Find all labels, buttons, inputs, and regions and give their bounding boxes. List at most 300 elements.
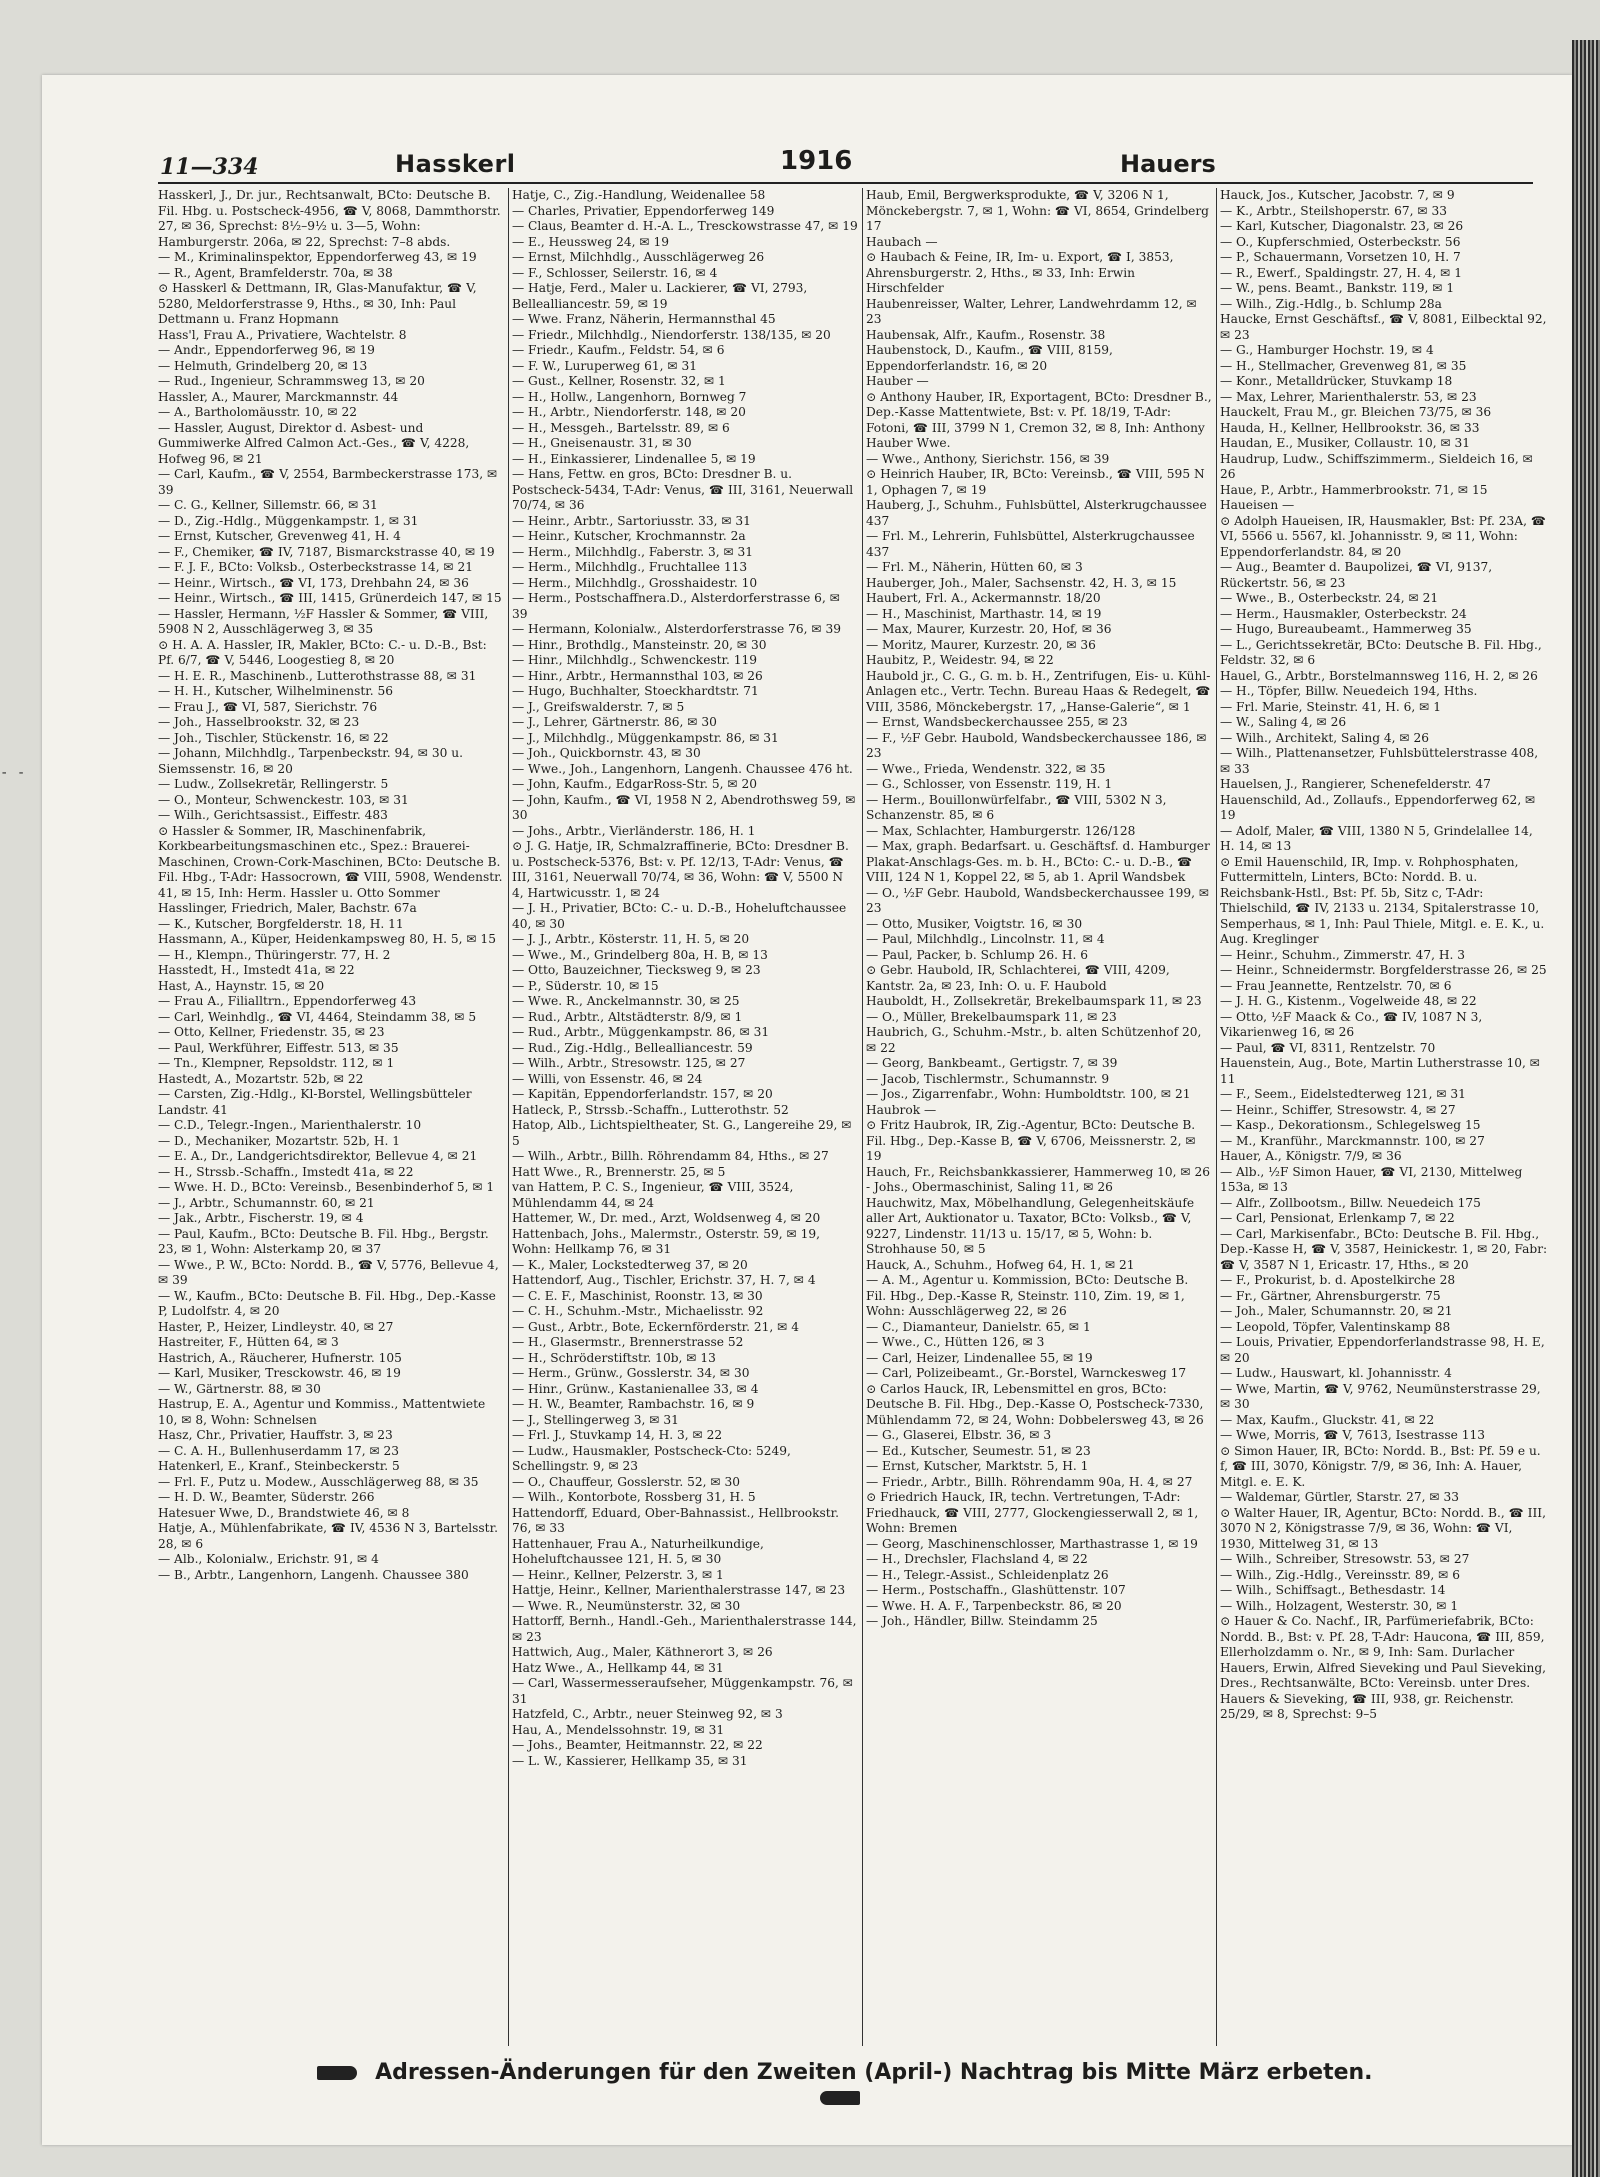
page-footer (290, 2060, 1390, 2110)
directory-entry: — Frl. F., Putz u. Modew., Ausschlägerweg 88, ✉ 35 (158, 1474, 479, 1489)
directory-entry: — Carl, Pensionat, Erlenkamp 7, ✉ 22 (1220, 1211, 1455, 1225)
directory-entry: — Hinr., Brothdlg., Mansteinstr. 20, ✉ 30 (512, 637, 767, 652)
directory-entry: — Wwe, Martin, ☎ V, 9762, Neumünsterstrasse 29, ✉ 30 (1220, 1381, 1541, 1411)
footer-notice: Adressen-Änderungen für den Zweiten (April-) Nachtrag bis Mitte März erbeten. (375, 2060, 1373, 2085)
directory-entry: Hatleck, P., Strssb.-Schaffn., Lutterothstr. 52 (512, 1102, 789, 1117)
directory-entry: — H., Maschinist, Marthastr. 14, ✉ 19 (866, 606, 1102, 621)
directory-entry: — Paul, Werkführer, Eiffestr. 513, ✉ 35 (158, 1040, 399, 1055)
directory-entry: — Wwe., M., Grindelberg 80a, H. B, ✉ 13 (512, 947, 768, 962)
directory-entry: — Carl, Kaufm., ☎ V, 2554, Barmbeckerstrasse 173, ✉ 39 (158, 467, 498, 497)
directory-entry: Hastrich, A., Räucherer, Hufnerstr. 105 (158, 1350, 402, 1365)
directory-entry: — H., Arbtr., Niendorferstr. 148, ✉ 20 (512, 405, 746, 419)
directory-entry: - Johs., Obermaschinist, Saling 11, ✉ 26 (866, 1180, 1113, 1194)
directory-entry: — P., Schauermann, Vorsetzen 10, H. 7 (1220, 250, 1461, 264)
directory-entry: Haudan, E., Musiker, Collaustr. 10, ✉ 31 (1220, 436, 1471, 450)
directory-entry: — M., Kranführ., Marckmannstr. 100, ✉ 27 (1220, 1133, 1485, 1148)
directory-entry: ⊙ Friedrich Hauck, IR, techn. Vertretungen, T-Adr: Friedhauck, ☎ VIII, 2777, Glockengiesserwall 2, ✉ 1, Wohn: Bremen (866, 1490, 1199, 1535)
directory-entry: — Rud., Arbtr., Altstädterstr. 8/9, ✉ 1 (512, 1009, 743, 1024)
directory-entry: — Heinr., Wirtsch., ☎ VI, 173, Drehbahn 24, ✉ 36 (158, 575, 469, 590)
directory-entry: Hattje, Heinr., Kellner, Marienthalerstrasse 147, ✉ 23 (512, 1583, 846, 1597)
directory-entry: — Hinr., Milchhdlg., Schwenckestr. 119 (512, 653, 758, 667)
directory-entry: Hatt Wwe., R., Brennerstr. 25, ✉ 5 (512, 1164, 726, 1179)
directory-entry: — Herm., Bouillonwürfelfabr., ☎ VIII, 5302 N 3, Schanzenstr. 85, ✉ 6 (866, 792, 1167, 822)
directory-entry: — W., pens. Beamt., Bankstr. 119, ✉ 1 (1220, 281, 1455, 295)
directory-entry: — Georg, Bankbeamt., Gertigstr. 7, ✉ 39 (866, 1056, 1118, 1070)
directory-entry: Hauberger, Joh., Maler, Sachsenstr. 42, H. 3, ✉ 15 (866, 575, 1177, 590)
directory-entry: — J., Milchhdlg., Müggenkampstr. 86, ✉ 31 (512, 730, 779, 745)
directory-entry: — Karl, Kutscher, Diagonalstr. 23, ✉ 26 (1220, 219, 1464, 233)
directory-entry: — John, Kaufm., ☎ VI, 1958 N 2, Abendrothsweg 59, ✉ 30 (512, 792, 856, 822)
directory-entry: — E., Heussweg 24, ✉ 19 (512, 234, 669, 249)
directory-entry: — Hatje, Ferd., Maler u. Lackierer, ☎ VI, 2793, Bellealliancestr. 59, ✉ 19 (512, 281, 808, 311)
directory-entry: — Wilh., Gerichtsassist., Eiffestr. 483 (158, 808, 388, 822)
directory-entry: — A., Bartholomäusstr. 10, ✉ 22 (158, 405, 358, 419)
directory-entry: — Wwe. Franz, Näherin, Hermannsthal 45 (512, 312, 776, 326)
directory-entry: — F., Schlosser, Seilerstr. 16, ✉ 4 (512, 265, 718, 280)
directory-entry: — Waldemar, Gürtler, Starstr. 27, ✉ 33 (1220, 1490, 1459, 1504)
directory-entry: — H., Glasermstr., Brennerstrasse 52 (512, 1335, 744, 1349)
directory-entry: — F., Chemiker, ☎ IV, 7187, Bismarckstrasse 40, ✉ 19 (158, 544, 495, 559)
directory-entry: — P., Süderstr. 10, ✉ 15 (512, 978, 659, 993)
directory-entry: — Ernst, Milchhdlg., Ausschlägerweg 26 (512, 250, 765, 264)
directory-entry: — F. W., Luruperweg 61, ✉ 31 (512, 358, 698, 373)
directory-entry: — Kapitän, Eppendorferlandstr. 157, ✉ 20 (512, 1087, 773, 1101)
directory-entry: — H. D. W., Beamter, Süderstr. 266 (158, 1490, 375, 1504)
directory-entry: Haubold jr., C. G., G. m. b. H., Zentrifugen, Eis- u. Kühl-Anlagen etc., Vertr. Techn. Bureau Haas & Redegelt, ☎ VIII, 3586, Mönckebergstr. 17, „Hanse-Galerie“, ✉ 1 (866, 668, 1211, 714)
directory-entry: — C. H., Schuhm.-Mstr., Michaelisstr. 92 (512, 1304, 764, 1318)
directory-entry: — Wwe., Anthony, Sierichstr. 156, ✉ 39 (866, 451, 1110, 466)
directory-entry: — Paul, Packer, b. Schlump 26. H. 6 (866, 947, 1088, 962)
directory-entry: — F. J. F., BCto: Volksb., Osterbeckstrasse 14, ✉ 21 (158, 560, 474, 574)
directory-entry: — Wwe. H. D., BCto: Vereinsb., Besenbinderhof 5, ✉ 1 (158, 1180, 495, 1194)
directory-entry: — Charles, Privatier, Eppendorferweg 149 (512, 203, 775, 218)
directory-column-3 (866, 188, 1212, 2058)
directory-entry: — Alfr., Zollbootsm., Billw. Neuedeich 175 (1220, 1195, 1481, 1210)
directory-entry: Haubrich, G., Schuhm.-Mstr., b. alten Schützenhof 20, ✉ 22 (866, 1025, 1202, 1055)
directory-entry: ⊙ Fritz Haubrok, IR, Zig.-Agentur, BCto: Deutsche B. Fil. Hbg., Dep.-Kasse B, ☎ V, 6706, Meissnerstr. 2, ✉ 19 (866, 1118, 1196, 1163)
directory-entry: — Hermann, Kolonialw., Alsterdorferstrasse 76, ✉ 39 (512, 622, 841, 636)
directory-entry: Hatje, C., Zig.-Handlung, Weidenallee 58 (512, 188, 766, 202)
directory-entry: — Hans, Fettw. en gros, BCto: Dresdner B. u. Postscheck-5434, T-Adr: Venus, ☎ III, 3161, Neuerwall 70/74, ✉ 36 (512, 467, 854, 512)
directory-entry: — Herm., Milchhdlg., Faberstr. 3, ✉ 31 (512, 544, 754, 559)
directory-entry: — Jak., Arbtr., Fischerstr. 19, ✉ 4 (158, 1211, 364, 1225)
directory-entry: Haster, P., Heizer, Lindleystr. 40, ✉ 27 (158, 1319, 394, 1334)
header-rule (158, 182, 1533, 184)
directory-entry: — Ed., Kutscher, Seumestr. 51, ✉ 23 (866, 1443, 1091, 1458)
directory-entry: — J., Stellingerweg 3, ✉ 31 (512, 1412, 679, 1427)
directory-entry: — Alb., Kolonialw., Erichstr. 91, ✉ 4 (158, 1552, 379, 1566)
directory-entry: Hattemer, W., Dr. med., Arzt, Woldsenweg 4, ✉ 20 (512, 1211, 821, 1225)
directory-entry: — Herm., Milchhdlg., Fruchtallee 113 (512, 560, 748, 574)
directory-entry: — A. M., Agentur u. Kommission, BCto: Deutsche B. Fil. Hbg., Dep.-Kasse R, Steinstr. 110, Zim. 19, ✉ 1, Wohn: Ausschlägerweg 22, ✉ 26 (866, 1273, 1189, 1318)
header-year: 1916 (780, 146, 853, 176)
directory-entry: — Wwe., B., Osterbeckstr. 24, ✉ 21 (1220, 591, 1439, 605)
directory-entry: — Louis, Privatier, Eppendorferlandstrasse 98, H. E, ✉ 20 (1220, 1335, 1545, 1365)
directory-entry: — R., Ewerf., Spaldingstr. 27, H. 4, ✉ 1 (1220, 265, 1462, 280)
directory-entry: — Fr., Gärtner, Ahrensburgerstr. 75 (1220, 1288, 1441, 1303)
directory-entry: — Otto, Musiker, Voigtstr. 16, ✉ 30 (866, 916, 1083, 931)
directory-entry: — L., Gerichtssekretär, BCto: Deutsche B. Fil. Hbg., Feldstr. 32, ✉ 6 (1220, 637, 1542, 667)
directory-entry: — Georg, Maschinenschlosser, Marthastrasse 1, ✉ 19 (866, 1536, 1198, 1551)
directory-entry: — C. G., Kellner, Sillemstr. 66, ✉ 31 (158, 498, 378, 512)
directory-entry: — C., Diamanteur, Danielstr. 65, ✉ 1 (866, 1319, 1091, 1334)
directory-entry: Haubensak, Alfr., Kaufm., Rosenstr. 38 (866, 327, 1106, 342)
directory-entry: — K., Kutscher, Borgfelderstr. 18, H. 11 (158, 916, 404, 931)
directory-entry: Hasstedt, H., Imstedt 41a, ✉ 22 (158, 963, 355, 977)
directory-entry: — J., Arbtr., Schumannstr. 60, ✉ 21 (158, 1195, 375, 1210)
directory-entry: — John, Kaufm., EdgarRoss-Str. 5, ✉ 20 (512, 777, 757, 791)
directory-entry: — Wwe. R., Anckelmannstr. 30, ✉ 25 (512, 994, 740, 1008)
directory-entry: — D., Mechaniker, Mozartstr. 52b, H. 1 (158, 1133, 401, 1148)
directory-entry: — M., Kriminalinspektor, Eppendorferweg 43, ✉ 19 (158, 250, 477, 264)
directory-entry: — W., Gärtnerstr. 88, ✉ 30 (158, 1381, 321, 1396)
column-divider (1216, 188, 1217, 2046)
directory-entry: — Ludw., Hauswart, kl. Johannisstr. 4 (1220, 1366, 1452, 1380)
directory-entry: — Friedr., Arbtr., Billh. Röhrendamm 90a, H. 4, ✉ 27 (866, 1474, 1193, 1489)
directory-entry: ⊙ Haubach & Feine, IR, Im- u. Export, ☎ I, 3853, Ahrensburgerstr. 2, Hths., ✉ 33, Inh: Erwin Hirschfelder (866, 250, 1174, 295)
directory-entry: — Carsten, Zig.-Hdlg., Kl-Borstel, Wellingsbütteler Landstr. 41 (158, 1087, 472, 1117)
directory-entry: — Paul, ☎ VI, 8311, Rentzelstr. 70 (1220, 1040, 1436, 1055)
column-divider (508, 188, 509, 2046)
directory-entry: — O., ½F Gebr. Haubold, Wandsbeckerchaussee 199, ✉ 23 (866, 885, 1210, 915)
directory-entry: — H., Hollw., Langenhorn, Bornweg 7 (512, 389, 747, 404)
directory-entry: — Herm., Hausmakler, Osterbeckstr. 24 (1220, 606, 1467, 621)
directory-entry: Hattenbach, Johs., Malermstr., Osterstr. 59, ✉ 19, Wohn: Hellkamp 76, ✉ 31 (512, 1226, 820, 1256)
directory-entry: Haucke, Ernst Geschäftsf., ☎ V, 8081, Eilbecktal 92, ✉ 23 (1220, 312, 1547, 342)
directory-entry: — Rud., Arbtr., Müggenkampstr. 86, ✉ 31 (512, 1025, 770, 1039)
directory-entry: ⊙ Walter Hauer, IR, Agentur, BCto: Nordd. B., ☎ III, 3070 N 2, Königstrasse 7/9, ✉ 36, Wohn: ☎ VI, 1930, Mittelweg 31, ✉ 13 (1220, 1505, 1546, 1551)
directory-entry: — Joh., Händler, Billw. Steindamm 25 (866, 1614, 1098, 1628)
directory-entry: — J., Lehrer, Gärtnerstr. 86, ✉ 30 (512, 715, 717, 729)
directory-entry: ⊙ Gebr. Haubold, IR, Schlachterei, ☎ VIII, 4209, Kantstr. 2a, ✉ 23, Inh: O. u. F. Haubold (866, 963, 1170, 993)
directory-entry: — Heinr., Schiffer, Stresowstr. 4, ✉ 27 (1220, 1102, 1456, 1117)
directory-entry: — H., Drechsler, Flachsland 4, ✉ 22 (866, 1552, 1088, 1566)
directory-entry: Hatesuer Wwe, D., Brandstwiete 46, ✉ 8 (158, 1505, 410, 1520)
directory-entry: Hau, A., Mendelssohnstr. 19, ✉ 31 (512, 1722, 725, 1737)
directory-entry: Hast, A., Haynstr. 15, ✉ 20 (158, 978, 325, 993)
column-divider (862, 188, 863, 2046)
directory-entry: — H., Messgeh., Bartelsstr. 89, ✉ 6 (512, 420, 730, 435)
directory-entry: — Frl. Marie, Steinstr. 41, H. 6, ✉ 1 (1220, 699, 1441, 714)
directory-entry: — Ernst, Kutscher, Grevenweg 41, H. 4 (158, 529, 401, 543)
directory-entry: Hauelsen, J., Rangierer, Schenefelderstr. 47 (1220, 777, 1491, 791)
header-first-name: Hasskerl (395, 150, 516, 178)
directory-entry: — Hugo, Buchhalter, Stoeckhardtstr. 71 (512, 684, 759, 698)
directory-entry: ⊙ Adolph Haueisen, IR, Hausmakler, Bst: Pf. 23A, ☎ VI, 5566 u. 5567, kl. Johannisstr. 9, ✉ 11, Wohn: Eppendorferlandstr. 84, ✉ 20 (1220, 513, 1547, 559)
directory-entry: — H., Strssb.-Schaffn., Imstedt 41a, ✉ 22 (158, 1164, 414, 1179)
directory-entry: Hauenstein, Aug., Bote, Martin Lutherstrasse 10, ✉ 11 (1220, 1056, 1541, 1086)
header-last-name: Hauers (1120, 150, 1216, 178)
directory-entry: ⊙ Hassler & Sommer, IR, Maschinenfabrik, Korkbearbeitungsmaschinen etc., Spez.: Brauerei-Maschinen, Crown-Cork-Maschinen, BCto: Deutsche B. Fil. Hbg., T-Adr: Hassocrown, ☎ VIII, 5908, Wendenstr. 41, ✉ 15, Inh: Herm. Hassler u. Otto Sommer (158, 823, 503, 900)
directory-entry: — Konr., Metalldrücker, Stuvkamp 18 (1220, 374, 1453, 388)
directory-entry: — Wwe., C., Hütten 126, ✉ 3 (866, 1335, 1045, 1349)
directory-entry: Hassmann, A., Küper, Heidenkampsweg 80, H. 5, ✉ 15 (158, 932, 496, 946)
directory-entry: Hattendorff, Eduard, Ober-Bahnassist., Hellbrookstr. 76, ✉ 33 (512, 1505, 840, 1535)
directory-entry: — C.D., Telegr.-Ingen., Marienthalerstr. 10 (158, 1118, 422, 1132)
directory-entry: — Andr., Eppendorferweg 96, ✉ 19 (158, 343, 375, 357)
directory-entry: — Wwe. H. A. F., Tarpenbeckstr. 86, ✉ 20 (866, 1598, 1122, 1613)
directory-entry: Hauel, G., Arbtr., Borstelmannsweg 116, H. 2, ✉ 26 (1220, 668, 1538, 683)
directory-entry: — Gust., Kellner, Rosenstr. 32, ✉ 1 (512, 374, 726, 388)
directory-entry: — Rud., Zig.-Hdlg., Bellealliancestr. 59 (512, 1040, 753, 1055)
directory-entry: Hattendorf, Aug., Tischler, Erichstr. 37, H. 7, ✉ 4 (512, 1273, 816, 1287)
directory-entry: ⊙ Emil Hauenschild, IR, Imp. v. Rohphosphaten, Futtermitteln, Linters, BCto: Nordd. B. u. Reichsbank-Hstl., Bst: Pf. 5b, Sitz c, T-Adr: Thielschild, ☎ IV, 2133 u. 2134, Spitalerstrasse 10, Semperhaus, ✉ 1, Inh: Paul Thiele, Mitgl. e. E. K., u. Aug. Kreglinger (1220, 854, 1545, 946)
pointing-hand-icon (820, 2091, 860, 2105)
directory-entry: ⊙ H. A. A. Hassler, IR, Makler, BCto: C.- u. D.-B., Bst: Pf. 6/7, ☎ V, 5446, Loogestieg 8, ✉ 20 (158, 637, 487, 667)
directory-entry: — Ernst, Kutscher, Marktstr. 5, H. 1 (866, 1459, 1089, 1473)
margin-dash: - - (0, 765, 26, 781)
directory-entry: Hauckelt, Frau M., gr. Bleichen 73/75, ✉ 36 (1220, 405, 1492, 419)
directory-entry: Hassler, A., Maurer, Marckmannstr. 44 (158, 389, 399, 404)
directory-entry: — Frau J., ☎ VI, 587, Sierichstr. 76 (158, 699, 378, 714)
directory-entry: Haubach — (866, 234, 938, 249)
directory-entry: — Max, Kaufm., Gluckstr. 41, ✉ 22 (1220, 1412, 1435, 1427)
directory-entry: ⊙ Carlos Hauck, IR, Lebensmittel en gros, BCto: Deutsche B. Fil. Hbg., Dep.-Kasse O, Postscheck-7330, Mühlendamm 72, ✉ 24, Wohn: Dobbelersweg 43, ✉ 26 (866, 1381, 1204, 1427)
directory-entry: Haubitz, P., Weidestr. 94, ✉ 22 (866, 653, 1054, 667)
directory-entry: — L. W., Kassierer, Hellkamp 35, ✉ 31 (512, 1753, 748, 1768)
directory-entry: — B., Arbtr., Langenhorn, Langenh. Chaussee 380 (158, 1567, 469, 1582)
directory-entry: — Wwe., Frieda, Wendenstr. 322, ✉ 35 (866, 761, 1106, 776)
directory-entry: — Heinr., Kellner, Pelzerstr. 3, ✉ 1 (512, 1567, 724, 1582)
directory-entry: — Jacob, Tischlermstr., Schumannstr. 9 (866, 1071, 1110, 1086)
directory-entry: — Wilh., Plattenansetzer, Fuhlsbüttelerstrasse 408, ✉ 33 (1220, 746, 1539, 776)
directory-entry: — Frau A., Filialltrn., Eppendorferweg 43 (158, 994, 417, 1008)
directory-entry: — O., Müller, Brekelbaumspark 11, ✉ 23 (866, 1009, 1117, 1024)
directory-entry: — Rud., Ingenieur, Schrammsweg 13, ✉ 20 (158, 374, 425, 388)
directory-entry: — Hinr., Grünw., Kastanienallee 33, ✉ 4 (512, 1381, 759, 1396)
directory-entry: — H. W., Beamter, Rambachstr. 16, ✉ 9 (512, 1397, 755, 1411)
directory-entry: — Ludw., Hausmakler, Postscheck-Cto: 5249, Schellingstr. 9, ✉ 23 (512, 1443, 791, 1473)
directory-entry: — Max, Lehrer, Marienthalerstr. 53, ✉ 23 (1220, 389, 1477, 404)
directory-entry: Haubenstock, D., Kaufm., ☎ VIII, 8159, Eppendorferlandstr. 16, ✉ 20 (866, 343, 1113, 373)
directory-entry: — O., Monteur, Schwenckestr. 103, ✉ 31 (158, 792, 409, 807)
directory-entry: — Wilh., Holzagent, Westerstr. 30, ✉ 1 (1220, 1598, 1459, 1613)
directory-entry: — Johs., Arbtr., Vierländerstr. 186, H. 1 (512, 823, 756, 838)
directory-entry: — Hugo, Bureaubeamt., Hammerweg 35 (1220, 622, 1472, 636)
directory-entry: Hasslinger, Friedrich, Maler, Bachstr. 67a (158, 901, 417, 915)
directory-entry: — Hassler, Hermann, ½F Hassler & Sommer, ☎ VIII, 5908 N 2, Ausschlägerweg 3, ✉ 35 (158, 606, 489, 636)
directory-entry: ⊙ Simon Hauer, IR, BCto: Nordd. B., Bst: Pf. 59 e u. f, ☎ III, 3070, Königstr. 7/9, ✉ 36, Inh: A. Hauer, Mitgl. e. E. K. (1220, 1443, 1541, 1489)
directory-entry: Hatop, Alb., Lichtspieltheater, St. G., Langereihe 29, ✉ 5 (512, 1118, 852, 1148)
directory-entry: — O., Chauffeur, Gosslerstr. 52, ✉ 30 (512, 1474, 740, 1489)
directory-entry: — Kasp., Dekorationsm., Schlegelsweg 15 (1220, 1118, 1481, 1132)
directory-entry: — D., Zig.-Hdlg., Müggenkampstr. 1, ✉ 31 (158, 513, 419, 528)
directory-entry: — F., ½F Gebr. Haubold, Wandsbeckerchaussee 186, ✉ 23 (866, 730, 1207, 760)
directory-entry: Hasskerl, J., Dr. jur., Rechtsanwalt, BCto: Deutsche B. Fil. Hbg. u. Postscheck-4956, ☎ V, 8068, Dammthorstr. 27, ✉ 36, Sprechst: 8½–9½ u. 3—5, Wohn: Hamburgerstr. 206a, ✉ 22, Sprechst: 7–8 abds. (158, 188, 501, 249)
directory-entry: — Paul, Milchhdlg., Lincolnstr. 11, ✉ 4 (866, 932, 1105, 946)
directory-entry: — H., Einkassierer, Lindenallee 5, ✉ 19 (512, 451, 756, 466)
directory-entry: — Joh., Tischler, Stückenstr. 16, ✉ 22 (158, 730, 389, 745)
directory-entry: — Herm., Milchhdlg., Grosshaidestr. 10 (512, 575, 758, 590)
directory-entry: Hastedt, A., Mozartstr. 52b, ✉ 22 (158, 1071, 364, 1086)
directory-entry: — Alb., ½F Simon Hauer, ☎ VI, 2130, Mittelweg 153a, ✉ 13 (1220, 1164, 1523, 1194)
directory-entry: — Wilh., Arbtr., Stresowstr. 125, ✉ 27 (512, 1056, 746, 1070)
directory-entry: — J. H. G., Kistenm., Vogelweide 48, ✉ 22 (1220, 994, 1477, 1008)
pointing-hand-icon (317, 2066, 357, 2080)
directory-entry: Hatenkerl, E., Kranf., Steinbeckerstr. 5 (158, 1459, 400, 1473)
directory-entry: — Wwe, Morris, ☎ V, 7613, Isestrasse 113 (1220, 1428, 1485, 1442)
directory-entry: — Frl. M., Näherin, Hütten 60, ✉ 3 (866, 560, 1083, 574)
directory-entry: — Heinr., Wirtsch., ☎ III, 1415, Grünerdeich 147, ✉ 15 (158, 591, 502, 605)
directory-entry: — Wilh., Architekt, Saling 4, ✉ 26 (1220, 730, 1430, 745)
directory-entry: Haubenreisser, Walter, Lehrer, Landwehrdamm 12, ✉ 23 (866, 296, 1197, 326)
directory-entry: ⊙ J. G. Hatje, IR, Schmalzraffinerie, BCto: Dresdner B. u. Postscheck-5376, Bst: v. Pf. 12/13, T-Adr: Venus, ☎ III, 3161, Neuerwall 70/74, ✉ 36, Wohn: ☎ V, 5500 N 4, Hartwicusstr. 1, ✉ 24 (512, 839, 849, 900)
directory-entry: — J. H., Privatier, BCto: C.- u. D.-B., Hoheluftchaussee 40, ✉ 30 (512, 901, 847, 931)
directory-entry: Hauck, A., Schuhm., Hofweg 64, H. 1, ✉ 21 (866, 1257, 1135, 1272)
directory-column-4 (1220, 188, 1550, 2058)
directory-entry: — Leopold, Töpfer, Valentinskamp 88 (1220, 1319, 1451, 1334)
directory-entry: — W., Kaufm., BCto: Deutsche B. Fil. Hbg., Dep.-Kasse P, Ludolfstr. 4, ✉ 20 (158, 1288, 496, 1318)
directory-entry: — Johann, Milchhdlg., Tarpenbeckstr. 94, ✉ 30 u. Siemssenstr. 16, ✉ 20 (158, 746, 463, 776)
directory-entry: — H., Töpfer, Billw. Neuedeich 194, Hths. (1220, 684, 1478, 698)
directory-entry: — Heinr., Kutscher, Krochmannstr. 2a (512, 529, 746, 543)
directory-entry: Haubrok — (866, 1102, 937, 1117)
directory-entry: — Hassler, August, Direktor d. Asbest- und Gummiwerke Alfred Calmon Act.-Ges., ☎ V, 4228, Hofweg 96, ✉ 21 (158, 420, 470, 466)
directory-entry: Hauchwitz, Max, Möbelhandlung, Gelegenheitskäufe aller Art, Auktionator u. Taxator, BCto: Volksb., ☎ V, 9227, Lindenstr. 11/13 u. 15/17, ✉ 5, Wohn: b. Strohhause 50, ✉ 5 (866, 1195, 1195, 1256)
directory-entry: Hatzfeld, C., Arbtr., neuer Steinweg 92, ✉ 3 (512, 1707, 783, 1721)
directory-entry: — Max, Schlachter, Hamburgerstr. 126/128 (866, 823, 1136, 838)
directory-entry: — Gust., Arbtr., Bote, Eckernförderstr. 21, ✉ 4 (512, 1319, 799, 1334)
directory-entry: — Wilh., Schiffsagt., Bethesdastr. 14 (1220, 1583, 1446, 1597)
directory-entry: — C. A. H., Bullenhuserdamm 17, ✉ 23 (158, 1443, 400, 1458)
directory-entry: — Max, graph. Bedarfsart. u. Geschäftsf. d. Hamburger Plakat-Anschlags-Ges. m. b. H., BCto: C.- u. D.-B., ☎ VIII, 124 N 1, Koppel 22, ✉ 5, ab 1. April Wandsbek (866, 839, 1210, 884)
directory-entry: Hauberg, J., Schuhm., Fuhlsbüttel, Alsterkrugchaussee 437 (866, 498, 1207, 528)
directory-entry: — Friedr., Kaufm., Feldstr. 54, ✉ 6 (512, 343, 725, 357)
directory-entry: — Joh., Hasselbrookstr. 32, ✉ 23 (158, 715, 360, 729)
directory-entry: — Herm., Grünw., Gosslerstr. 34, ✉ 30 (512, 1366, 750, 1380)
directory-entry: Hastrup, E. A., Agentur und Kommiss., Mattentwiete 10, ✉ 8, Wohn: Schnelsen (158, 1397, 486, 1427)
directory-entry: — K., Arbtr., Steilshoperstr. 67, ✉ 33 (1220, 203, 1447, 218)
directory-entry: — Wilh., Zig.-Hdlg., b. Schlump 28a (1220, 296, 1442, 311)
directory-entry: — O., Kupferschmied, Osterbeckstr. 56 (1220, 234, 1461, 249)
directory-entry: — Adolf, Maler, ☎ VIII, 1380 N 5, Grindelallee 14, H. 14, ✉ 13 (1220, 823, 1533, 853)
directory-entry: — H. H., Kutscher, Wilhelminenstr. 56 (158, 684, 393, 698)
directory-entry: — Karl, Musiker, Tresckowstr. 46, ✉ 19 (158, 1366, 401, 1380)
directory-entry: — Joh., Maler, Schumannstr. 20, ✉ 21 (1220, 1304, 1453, 1318)
directory-entry: Hastreiter, F., Hütten 64, ✉ 3 (158, 1335, 339, 1349)
directory-entry: ⊙ Hauer & Co. Nachf., IR, Parfümeriefabrik, BCto: Nordd. B., Bst: v. Pf. 28, T-Adr: Haucona, ☎ III, 859, Ellerholzdamm o. Nr., ✉ 9, Inh: Sam. Durlacher (1220, 1614, 1545, 1659)
directory-entry: — H., Gneisenaustr. 31, ✉ 30 (512, 436, 692, 450)
directory-entry: — Frl. M., Lehrerin, Fuhlsbüttel, Alsterkrugchaussee 437 (866, 529, 1195, 559)
page-number: 11—334 (160, 154, 259, 180)
directory-entry: van Hattem, P. C. S., Ingenieur, ☎ VIII, 3524, Mühlendamm 44, ✉ 24 (512, 1180, 794, 1210)
directory-entry: — Carl, Wassermesseraufseher, Müggenkampstr. 76, ✉ 31 (512, 1676, 853, 1706)
directory-entry: Hattorff, Bernh., Handl.-Geh., Marienthalerstrasse 144, ✉ 23 (512, 1614, 857, 1644)
directory-entry: Hauboldt, H., Zollsekretär, Brekelbaumspark 11, ✉ 23 (866, 994, 1202, 1008)
directory-entry: — Johs., Beamter, Heitmannstr. 22, ✉ 22 (512, 1738, 763, 1752)
directory-entry: — Wwe., Joh., Langenhorn, Langenh. Chaussee 476 ht. (512, 761, 853, 776)
directory-entry: Hauers, Erwin, Alfred Sieveking und Paul Sieveking, Dres., Rechtsanwälte, BCto: Vereinsb. unter Dres. Hauers & Sieveking, ☎ III, 938, gr. Reichenstr. 25/29, ✉ 8, Sprechst: 9–5 (1220, 1660, 1547, 1721)
directory-entry: — Friedr., Milchhdlg., Niendorferstr. 138/135, ✉ 20 (512, 327, 831, 342)
directory-entry: — E. A., Dr., Landgerichtsdirektor, Bellevue 4, ✉ 21 (158, 1149, 478, 1163)
directory-entry: ⊙ Anthony Hauber, IR, Exportagent, BCto: Dresdner B., Dep.-Kasse Mattentwiete, Bst: v. Pf. 18/19, T-Adr: Fotoni, ☎ III, 3799 N 1, Cremon 32, ✉ 8, Inh: Anthony Hauber Wwe. (866, 389, 1212, 450)
directory-entry: Hass'l, Frau A., Privatiere, Wachtelstr. 8 (158, 327, 407, 342)
directory-entry: — Paul, Kaufm., BCto: Deutsche B. Fil. Hbg., Bergstr. 23, ✉ 1, Wohn: Alsterkamp 20, ✉ 37 (158, 1226, 489, 1256)
directory-column-1 (158, 188, 504, 2058)
directory-entry: — Claus, Beamter d. H.-A. L., Tresckowstrasse 47, ✉ 19 (512, 219, 858, 233)
directory-entry: — R., Agent, Bramfelderstr. 70a, ✉ 38 (158, 265, 393, 280)
directory-entry: — Heinr., Schuhm., Zimmerstr. 47, H. 3 (1220, 947, 1465, 962)
directory-entry: — Tn., Klempner, Repsoldstr. 112, ✉ 1 (158, 1056, 395, 1070)
directory-entry: — Carl, Polizeibeamt., Gr.-Borstel, Warnckesweg 17 (866, 1366, 1187, 1380)
directory-entry: — Frau Jeannette, Rentzelstr. 70, ✉ 6 (1220, 978, 1452, 993)
directory-entry: — Carl, Weinhdlg., ☎ VI, 4464, Steindamm 38, ✉ 5 (158, 1009, 477, 1024)
directory-entry: Hattenhauer, Frau A., Naturheilkundige, Hoheluftchaussee 121, H. 5, ✉ 30 (512, 1536, 764, 1566)
directory-entry: Hatje, A., Mühlenfabrikate, ☎ IV, 4536 N 3, Bartelsstr. 28, ✉ 6 (158, 1521, 498, 1551)
directory-entry: Hasz, Chr., Privatier, Hauffstr. 3, ✉ 23 (158, 1428, 393, 1442)
directory-entry: — Wilh., Schreiber, Stresowstr. 53, ✉ 27 (1220, 1552, 1470, 1566)
directory-entry: — Carl, Heizer, Lindenallee 55, ✉ 19 (866, 1350, 1093, 1365)
directory-entry: — Jos., Zigarrenfabr., Wohn: Humboldtstr. 100, ✉ 21 (866, 1087, 1191, 1101)
directory-entry: — Herm., Postschaffnera.D., Alsterdorferstrasse 6, ✉ 39 (512, 591, 840, 621)
directory-entry: — Max, Maurer, Kurzestr. 20, Hof, ✉ 36 (866, 622, 1112, 636)
directory-entry: — F., Seem., Eidelstedterweg 121, ✉ 31 (1220, 1087, 1466, 1101)
directory-entry: — Carl, Markisenfabr., BCto: Deutsche B. Fil. Hbg., Dep.-Kasse H, ☎ V, 3587, Heinickestr. 1, ✉ 20, Fabr: ☎ V, 3587 N 1, Ericastr. 17, Hths., ✉ 20 (1220, 1226, 1548, 1272)
directory-entry: — J., Greifswalderstr. 7, ✉ 5 (512, 699, 685, 714)
directory-column-2 (512, 188, 858, 2058)
directory-entry: Hauer, A., Königstr. 7/9, ✉ 36 (1220, 1149, 1402, 1163)
directory-entry: — Heinr., Schneidermstr. Borgfelderstrasse 26, ✉ 25 (1220, 963, 1547, 977)
directory-entry: — H. E. R., Maschinenb., Lutterothstrasse 88, ✉ 31 (158, 668, 477, 683)
directory-entry: Hauch, Fr., Reichsbankkassierer, Hammerweg 10, ✉ 26 (866, 1164, 1211, 1179)
directory-entry: — K., Maler, Lockstedterweg 37, ✉ 20 (512, 1257, 748, 1272)
directory-entry: ⊙ Hasskerl & Dettmann, IR, Glas-Manufaktur, ☎ V, 5280, Meldorferstrasse 9, Hths., ✉ 30, Inh: Paul Dettmann u. Franz Hopmann (158, 281, 477, 326)
directory-entry: — Wwe. R., Neumünsterstr. 32, ✉ 30 (512, 1598, 741, 1613)
directory-entry: — G., Schlosser, von Essenstr. 119, H. 1 (866, 777, 1113, 791)
page-edge (1572, 40, 1600, 2177)
directory-entry: — Wilh., Kontorbote, Rossberg 31, H. 5 (512, 1490, 756, 1504)
directory-entry: Haue, P., Arbtr., Hammerbrookstr. 71, ✉ 15 (1220, 482, 1488, 497)
directory-entry: Haubert, Frl. A., Ackermannstr. 18/20 (866, 591, 1101, 605)
directory-entry: — Willi, von Essenstr. 46, ✉ 24 (512, 1071, 703, 1086)
directory-entry: Hattwich, Aug., Maler, Käthnerort 3, ✉ 26 (512, 1645, 773, 1659)
directory-entry: — C. E. F., Maschinist, Roonstr. 13, ✉ 30 (512, 1288, 763, 1303)
directory-entry: — Wilh., Zig.-Hdlg., Vereinsstr. 89, ✉ 6 (1220, 1567, 1460, 1582)
directory-entry: — J. J., Arbtr., Kösterstr. 11, H. 5, ✉ 20 (512, 932, 750, 946)
directory-entry: Hauda, H., Kellner, Hellbrookstr. 36, ✉ 33 (1220, 420, 1480, 435)
directory-entry: — Otto, ½F Maack & Co., ☎ IV, 1087 N 3, Vikarienweg 16, ✉ 26 (1220, 1009, 1483, 1039)
page-header (120, 140, 1520, 180)
directory-entry: — Moritz, Maurer, Kurzestr. 20, ✉ 36 (866, 637, 1096, 652)
directory-entry: — Herm., Postschaffn., Glashüttenstr. 107 (866, 1583, 1126, 1597)
directory-entry: — Heinr., Arbtr., Sartoriusstr. 33, ✉ 31 (512, 513, 751, 528)
directory-entry: Hatz Wwe., A., Hellkamp 44, ✉ 31 (512, 1660, 724, 1675)
directory-entry: — Aug., Beamter d. Baupolizei, ☎ VI, 9137, Rückertstr. 56, ✉ 23 (1220, 560, 1493, 590)
directory-entry: — W., Saling 4, ✉ 26 (1220, 715, 1347, 729)
directory-entry: ⊙ Heinrich Hauber, IR, BCto: Vereinsb., ☎ VIII, 595 N 1, Ophagen 7, ✉ 19 (866, 467, 1205, 497)
directory-entry: — Wilh., Arbtr., Billh. Röhrendamm 84, Hths., ✉ 27 (512, 1149, 829, 1163)
directory-entry: — Ludw., Zollsekretär, Rellingerstr. 5 (158, 777, 389, 791)
directory-entry: — Hinr., Arbtr., Hermannsthal 103, ✉ 26 (512, 668, 763, 683)
directory-entry: Haueisen — (1220, 498, 1295, 512)
directory-entry: Hauck, Jos., Kutscher, Jacobstr. 7, ✉ 9 (1220, 188, 1455, 202)
directory-entry: — F., Prokurist, b. d. Apostelkirche 28 (1220, 1273, 1456, 1287)
directory-entry: Hauenschild, Ad., Zollaufs., Eppendorferweg 62, ✉ 19 (1220, 792, 1536, 822)
directory-entry: — Frl. J., Stuvkamp 14, H. 3, ✉ 22 (512, 1428, 723, 1442)
directory-entry: — Helmuth, Grindelberg 20, ✉ 13 (158, 358, 368, 373)
directory-entry: Haudrup, Ludw., Schiffszimmerm., Sieldeich 16, ✉ 26 (1220, 451, 1533, 481)
directory-entry: — Wwe., P. W., BCto: Nordd. B., ☎ V, 5776, Bellevue 4, ✉ 39 (158, 1257, 499, 1287)
directory-entry: — H., Stellmacher, Grevenweg 81, ✉ 35 (1220, 358, 1467, 373)
directory-entry: — Joh., Quickbornstr. 43, ✉ 30 (512, 746, 701, 760)
directory-entry: — H., Telegr.-Assist., Schleidenplatz 26 (866, 1567, 1109, 1582)
directory-entry: — Ernst, Wandsbeckerchaussee 255, ✉ 23 (866, 715, 1128, 729)
directory-entry: — H., Klempn., Thüringerstr. 77, H. 2 (158, 947, 391, 962)
directory-entry: — Otto, Bauzeichner, Tiecksweg 9, ✉ 23 (512, 963, 761, 977)
directory-entry: — H., Schröderstiftstr. 10b, ✉ 13 (512, 1350, 716, 1365)
directory-entry: Haub, Emil, Bergwerksprodukte, ☎ V, 3206 N 1, Mönckebergstr. 7, ✉ 1, Wohn: ☎ VI, 8654, Grindelberg 17 (866, 188, 1209, 233)
directory-entry: — G., Glaserei, Elbstr. 36, ✉ 3 (866, 1428, 1052, 1442)
